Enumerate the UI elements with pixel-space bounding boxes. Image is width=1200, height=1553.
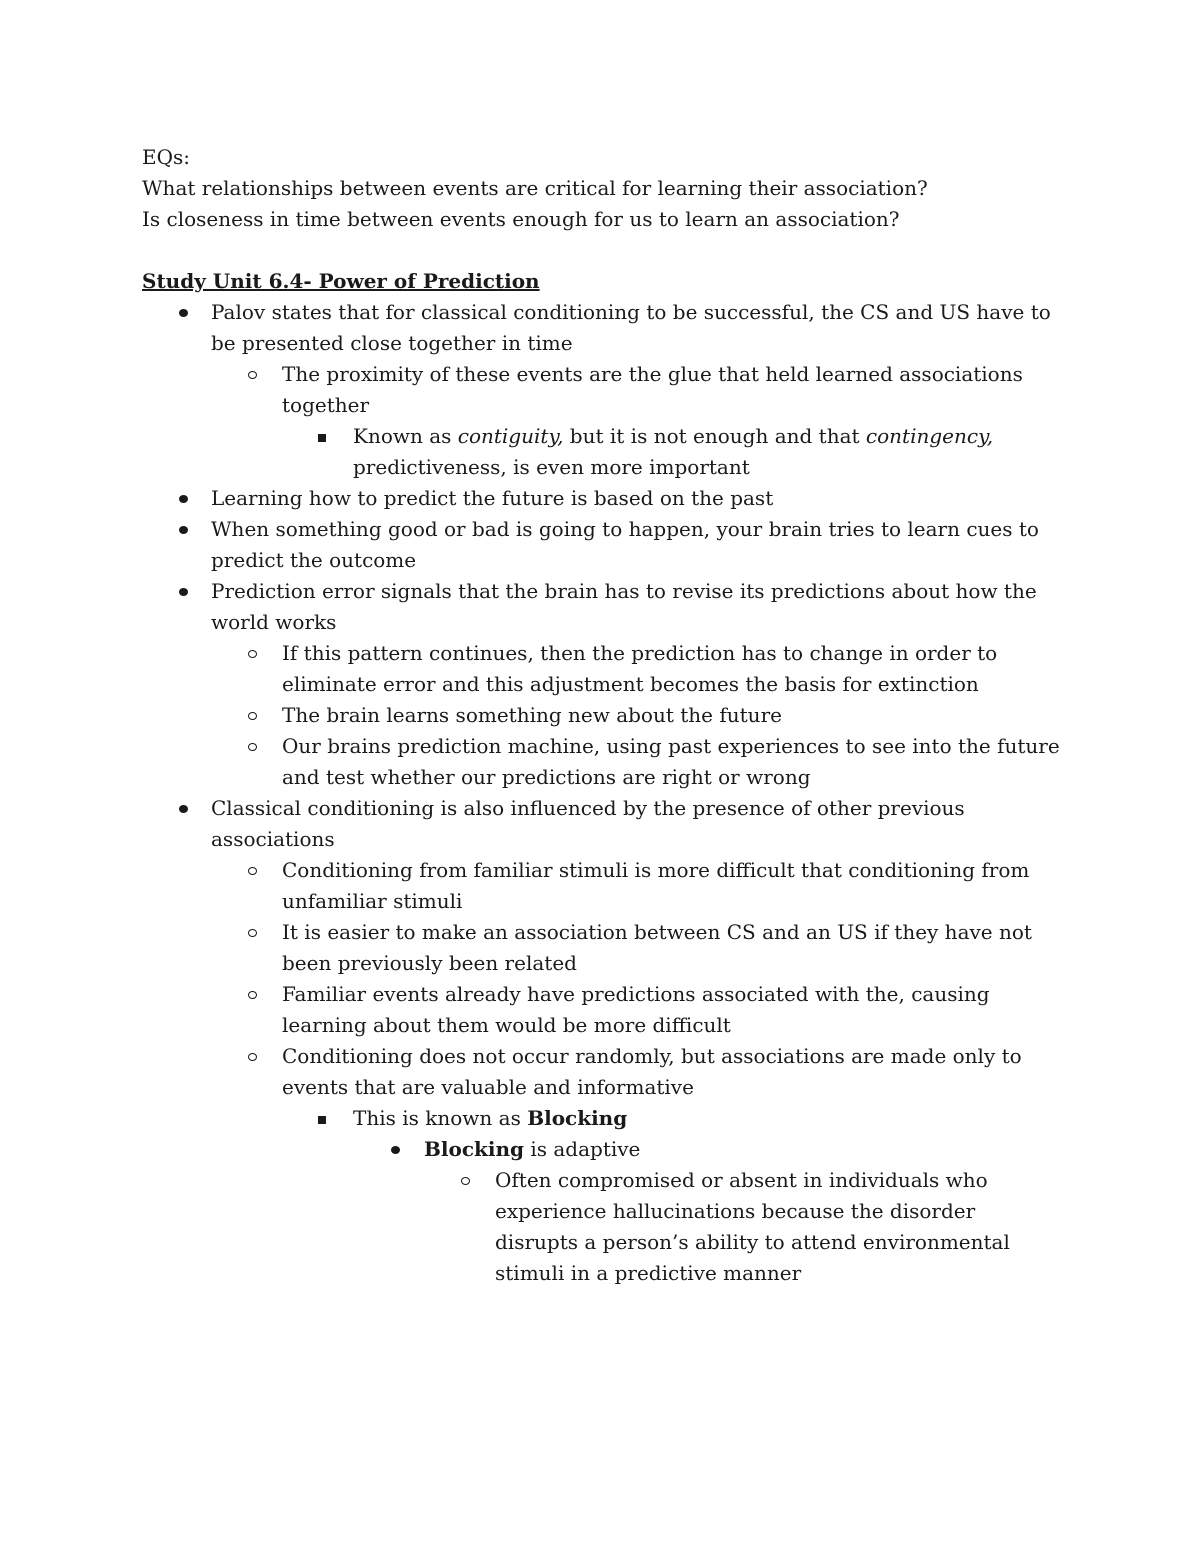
list-item-text-pre: This is known as [353,1106,528,1130]
essential-question-2: Is closeness in time between events enough for us to learn an association? [142,207,900,231]
list-item [211,700,1062,731]
disc-bullet-icon [178,514,192,545]
list-item-text-mid: but it is not enough and that [563,424,866,448]
disc-bullet-icon [178,576,192,607]
list-item [142,514,1062,576]
list-item [282,1103,1062,1289]
square-bullet-icon [317,1103,331,1134]
sub-list [353,1134,1062,1289]
list-item-text: Learning how to predict the future is based on the past [211,486,774,510]
list-item-text: Conditioning does not occur randomly, but associations are made only to events that are valuable and informative [282,1044,1022,1099]
document-body [142,142,1062,1289]
list-item-text: Conditioning from familiar stimuli is more difficult that conditioning from unfamiliar stimuli [282,858,1030,913]
circle-bullet-icon [247,855,261,886]
disc-bullet-icon [178,297,192,328]
blank-line [142,235,1062,266]
sub-list [282,421,1062,483]
list-item [211,359,1062,483]
disc-bullet-icon [178,793,192,824]
list-item-text: Familiar events already have predictions associated with the, causing learning about them would be more difficult [282,982,990,1037]
circle-bullet-icon [247,638,261,669]
sub-list [211,855,1062,1289]
bullet-list [142,297,1062,1289]
list-item [211,638,1062,700]
sub-list [211,638,1062,793]
section-title: Study Unit 6.4- Power of Prediction [142,269,540,293]
sub-list [211,359,1062,483]
list-item-text: Often compromised or absent in individuals who experience hallucinations because the disorder disrupts a person’s ability to attend environmental stimuli in a predictive manner [495,1168,1010,1285]
list-item-text: Classical conditioning is also influenced by the presence of other previous associations [211,796,965,851]
circle-bullet-icon [247,731,261,762]
list-item [142,576,1062,793]
list-item-text: The proximity of these events are the glue that held learned associations together [282,362,1023,417]
sub-list [282,1103,1062,1289]
list-item-text: It is easier to make an association between CS and an US if they have not been previously been related [282,920,1032,975]
circle-bullet-icon [247,700,261,731]
list-item [211,917,1062,979]
list-item [211,855,1062,917]
disc-bullet-icon [390,1134,404,1165]
list-item-text: Our brains prediction machine, using past experiences to see into the future and test whether our predictions are right or wrong [282,734,1060,789]
circle-bullet-icon [247,359,261,390]
list-item [211,1041,1062,1289]
circle-bullet-icon [460,1165,474,1196]
disc-bullet-icon [178,483,192,514]
list-item [282,421,1062,483]
list-item-text: Palov states that for classical conditioning to be successful, the CS and US have to be presented close together in time [211,300,1051,355]
list-item-text-pre: Known as [353,424,458,448]
sub-list [424,1165,1062,1289]
list-item [424,1165,1062,1289]
circle-bullet-icon [247,979,261,1010]
list-item [211,979,1062,1041]
list-item [142,297,1062,483]
essential-question-1: What relationships between events are critical for learning their association? [142,176,928,200]
term-blocking: Blocking [527,1106,628,1130]
list-item [142,483,1062,514]
list-item [142,793,1062,1289]
list-item-text: Prediction error signals that the brain has to revise its predictions about how the world works [211,579,1037,634]
list-item [353,1134,1062,1289]
circle-bullet-icon [247,917,261,948]
list-item-text: When something good or bad is going to happen, your brain tries to learn cues to predict the outcome [211,517,1039,572]
square-bullet-icon [317,421,331,452]
term-contingency: contingency, [865,424,994,448]
term-contiguity: contiguity, [457,424,564,448]
list-item-text-post: is adaptive [524,1137,641,1161]
eqs-label: EQs: [142,145,190,169]
list-item-text: The brain learns something new about the future [282,703,782,727]
list-item-text-post: predictiveness, is even more important [353,455,750,479]
term-blocking: Blocking [424,1137,524,1161]
list-item-text: If this pattern continues, then the prediction has to change in order to eliminate error and this adjustment becomes the basis for extinction [282,641,998,696]
circle-bullet-icon [247,1041,261,1072]
list-item [211,731,1062,793]
